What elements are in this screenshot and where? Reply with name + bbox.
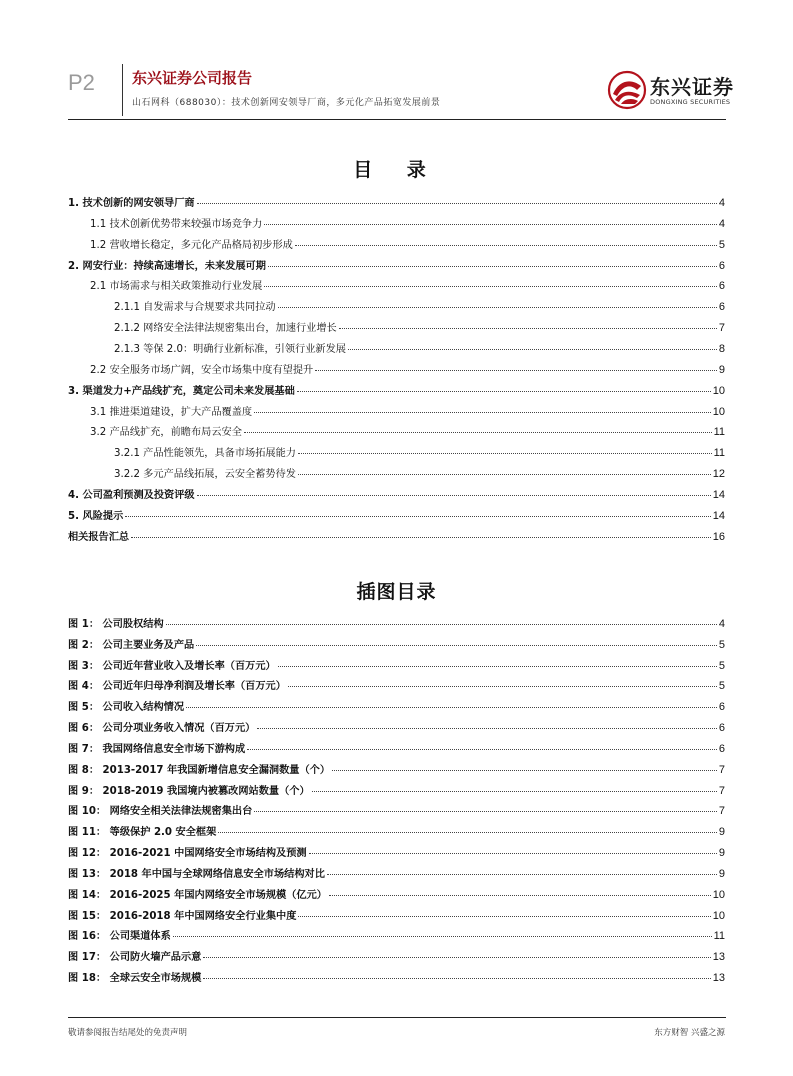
entry-label: 图 16： 公司渠道体系: [68, 931, 171, 943]
dot-leader: [264, 224, 717, 225]
figure-entry[interactable]: [68, 818, 725, 838]
dot-leader: [278, 666, 717, 667]
footer-rule: [68, 1017, 726, 1018]
dot-leader: [327, 874, 717, 875]
toc-entry[interactable]: [68, 189, 725, 209]
dot-leader: [268, 266, 717, 267]
entry-label: 1.2 营收增长稳定，多元化产品格局初步形成: [90, 239, 293, 251]
entry-label: 图 9： 2018-2019 我国境内被篡改网站数量（个）: [68, 785, 310, 797]
entry-label: 3.1 推进渠道建设，扩大产品覆盖度: [90, 406, 253, 418]
toc-entry[interactable]: [90, 398, 725, 418]
entry-label: 2.1 市场需求与相关政策推动行业发展: [90, 281, 263, 293]
entry-page-number: 9: [718, 826, 725, 839]
dot-leader: [131, 537, 711, 538]
entry-label: 图 1： 公司股权结构: [68, 619, 164, 630]
figure-entry[interactable]: [68, 693, 725, 713]
entry-page-number: 7: [718, 322, 725, 335]
entry-label: 图 4： 公司近年归母净利润及增长率（百万元）: [68, 681, 286, 693]
entry-page-number: 9: [718, 847, 725, 860]
dot-leader: [298, 453, 712, 454]
entry-label: 1.1 技术创新优势带来较强市场竞争力: [90, 218, 263, 230]
entry-page-number: 16: [712, 530, 725, 543]
figure-entry[interactable]: [68, 610, 725, 630]
entry-label: 图 2： 公司主要业务及产品: [68, 639, 195, 651]
entry-page-number: 5: [718, 680, 725, 693]
figure-entry[interactable]: [68, 777, 725, 797]
dot-leader: [218, 832, 717, 833]
dot-leader: [257, 728, 717, 729]
figure-list-title: 插图目录: [356, 581, 437, 603]
toc-title: 目 录: [353, 159, 440, 181]
dot-leader: [197, 203, 717, 204]
dot-leader: [247, 749, 717, 750]
dot-leader: [297, 391, 711, 392]
toc-entry[interactable]: [114, 314, 725, 334]
dot-leader: [203, 957, 710, 958]
header-divider: [122, 64, 123, 116]
entry-page-number: 10: [712, 405, 725, 418]
entry-label: 4. 公司盈利预测及投资评级: [68, 489, 195, 501]
entry-label: 图 17： 公司防火墙产品示意: [68, 952, 202, 964]
entry-page-number: 6: [718, 301, 725, 314]
entry-page-number: 5: [718, 638, 725, 651]
entry-page-number: 6: [718, 742, 725, 755]
entry-label: 3. 渠道发力+产品线扩充，奠定公司未来发展基础: [68, 385, 295, 397]
dot-leader: [254, 811, 717, 812]
entry-label: 2.1.2 网络安全法律法规密集出台，加速行业增长: [114, 323, 337, 335]
toc-entry[interactable]: [90, 272, 725, 292]
toc-entry[interactable]: [114, 335, 725, 355]
entry-page-number: 10: [712, 909, 725, 922]
figure-entry[interactable]: [68, 714, 725, 734]
page-number: P2: [68, 70, 95, 95]
entry-label: 3.2.1 产品性能领先，具备市场拓展能力: [114, 448, 296, 460]
entry-page-number: 6: [718, 259, 725, 272]
entry-page-number: 4: [718, 197, 725, 209]
entry-label: 2.2 安全服务市场广阔，安全市场集中度有望提升: [90, 364, 314, 376]
figure-entry[interactable]: [68, 902, 725, 922]
entry-page-number: 11: [713, 447, 725, 460]
report-title: 东兴证券公司报告: [132, 69, 253, 87]
entry-page-number: 6: [718, 280, 725, 293]
entry-label: 图 7： 我国网络信息安全市场下游构成: [68, 743, 246, 755]
toc-entry[interactable]: [68, 523, 725, 543]
entry-page-number: 13: [712, 951, 725, 964]
entry-page-number: 14: [712, 509, 725, 522]
figure-entry[interactable]: [68, 672, 725, 692]
entry-page-number: 4: [718, 618, 725, 630]
dot-leader: [254, 412, 711, 413]
figure-entry[interactable]: [68, 735, 725, 755]
dot-leader: [166, 624, 717, 625]
entry-page-number: 7: [718, 784, 725, 797]
dot-leader: [186, 707, 717, 708]
dot-leader: [196, 645, 717, 646]
figure-entry[interactable]: [68, 631, 725, 651]
figure-entry[interactable]: [68, 839, 725, 859]
toc-entry[interactable]: [68, 252, 725, 272]
toc-entry[interactable]: [114, 293, 725, 313]
entry-page-number: 5: [718, 238, 725, 251]
entry-label: 图 8： 2013-2017 年我国新增信息安全漏洞数量（个）: [68, 764, 331, 776]
dot-leader: [197, 495, 711, 496]
entry-page-number: 10: [712, 384, 725, 397]
toc-entry[interactable]: [68, 481, 725, 501]
entry-label: 2.1.3 等保 2.0：明确行业新标准，引领行业新发展: [114, 343, 346, 355]
dot-leader: [264, 286, 717, 287]
entry-label: 3.2 产品线扩充，前瞻布局云安全: [90, 427, 242, 439]
entry-label: 相关报告汇总: [68, 531, 130, 543]
toc-entry[interactable]: [114, 439, 725, 459]
entry-page-number: 11: [713, 930, 725, 943]
figure-entry[interactable]: [68, 943, 725, 963]
entry-label: 图 3： 公司近年营业收入及增长率（百万元）: [68, 660, 276, 672]
entry-label: 图 15： 2016-2018 年中国网络安全行业集中度: [68, 910, 297, 922]
entry-label: 5. 风险提示: [68, 510, 124, 522]
dot-leader: [332, 770, 717, 771]
entry-page-number: 6: [718, 701, 725, 714]
entry-page-number: 7: [718, 763, 725, 776]
entry-page-number: 14: [712, 488, 725, 501]
entry-label: 图 13： 2018 年中国与全球网络信息安全市场结构对比: [68, 868, 325, 880]
toc-entry[interactable]: [90, 418, 725, 438]
dot-leader: [309, 853, 717, 854]
entry-label: 图 12： 2016-2021 中国网络安全市场结构及预测: [68, 848, 307, 860]
entry-page-number: 10: [712, 888, 725, 901]
dot-leader: [244, 432, 712, 433]
entry-label: 图 11： 等级保护 2.0 安全框架: [68, 827, 217, 839]
figure-entry[interactable]: [68, 860, 725, 880]
entry-label: 2. 网安行业：持续高速增长，未来发展可期: [68, 260, 266, 272]
dot-leader: [315, 370, 717, 371]
entry-label: 图 5： 公司收入结构情况: [68, 702, 185, 714]
dot-leader: [278, 307, 717, 308]
figure-entry[interactable]: [68, 652, 725, 672]
figure-entry[interactable]: [68, 881, 725, 901]
report-subtitle: 山石网科（688030）：技术创新网安领导厂商，多元化产品拓宽发展前景: [132, 98, 441, 108]
entry-page-number: 9: [718, 867, 725, 880]
dot-leader: [125, 516, 710, 517]
dot-leader: [203, 978, 710, 979]
dot-leader: [298, 916, 710, 917]
entry-page-number: 12: [712, 468, 725, 481]
entry-page-number: 11: [713, 426, 725, 439]
footer-disclaimer: 敬请参阅报告结尾处的免责声明: [68, 1028, 188, 1038]
entry-label: 图 10： 网络安全相关法律法规密集出台: [68, 806, 253, 818]
dot-leader: [288, 686, 717, 687]
entry-page-number: 5: [718, 659, 725, 672]
entry-label: 图 18： 全球云安全市场规模: [68, 973, 202, 985]
dot-leader: [295, 245, 717, 246]
entry-page-number: 9: [718, 363, 725, 376]
entry-page-number: 6: [718, 722, 725, 735]
dot-leader: [339, 328, 717, 329]
entry-label: 图 6： 公司分项业务收入情况（百万元）: [68, 723, 256, 735]
entry-label: 2.1.1 自发需求与合规要求共同拉动: [114, 302, 276, 314]
entry-page-number: 7: [718, 805, 725, 818]
toc-entry[interactable]: [90, 231, 725, 251]
entry-label: 1. 技术创新的网安领导厂商: [68, 198, 195, 209]
entry-page-number: 13: [712, 972, 725, 985]
entry-page-number: 4: [718, 217, 725, 230]
figure-entry[interactable]: [68, 797, 725, 817]
dot-leader: [348, 349, 717, 350]
figure-entry[interactable]: [68, 964, 725, 984]
toc-entry[interactable]: [68, 502, 725, 522]
dot-leader: [173, 936, 712, 937]
toc-entry[interactable]: [90, 210, 725, 230]
logo-text-cn: 东兴证券: [650, 75, 734, 99]
toc-entry[interactable]: [68, 377, 725, 397]
figure-entry[interactable]: [68, 922, 725, 942]
toc-entry[interactable]: [114, 460, 725, 480]
dot-leader: [312, 791, 717, 792]
logo-text-en: DONGXING SECURITIES: [650, 98, 731, 106]
entry-page-number: 8: [718, 342, 725, 355]
dot-leader: [298, 474, 711, 475]
dot-leader: [329, 895, 711, 896]
header-rule: [68, 119, 726, 120]
footer-slogan: 东方财智 兴盛之源: [654, 1028, 725, 1038]
entry-label: 图 14： 2016-2025 年国内网络安全市场规模（亿元）: [68, 889, 327, 901]
figure-entry[interactable]: [68, 756, 725, 776]
entry-label: 3.2.2 多元产品线拓展，云安全蓄势待发: [114, 469, 296, 481]
toc-entry[interactable]: [90, 356, 725, 376]
